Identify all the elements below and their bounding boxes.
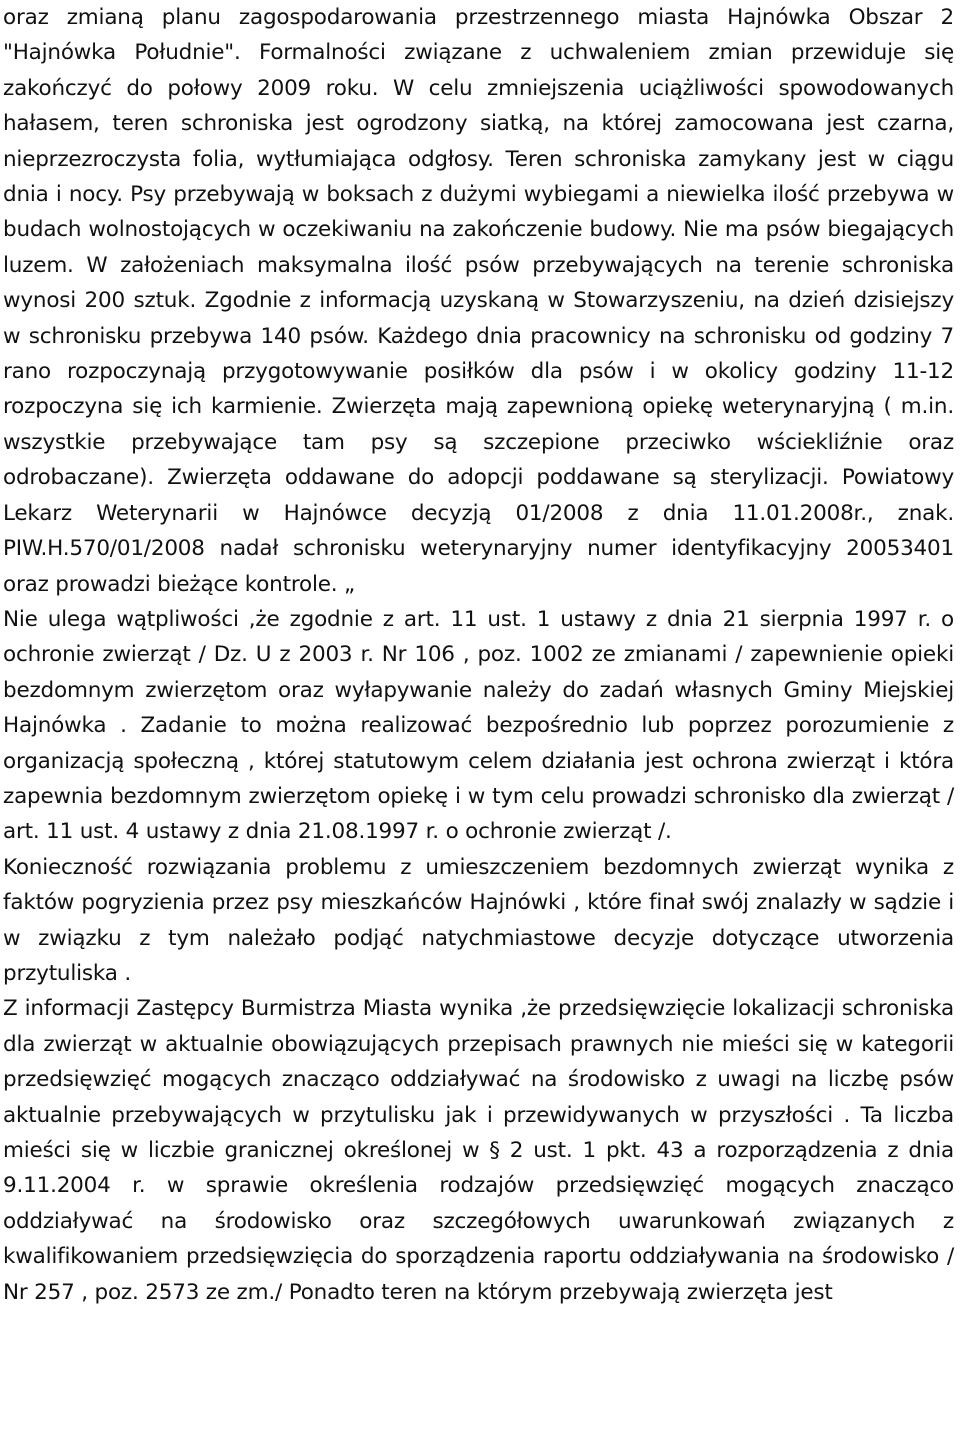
paragraph-legal-basis: Nie ulega wątpliwości ,że zgodnie z art. 11 ust. 1 ustawy z dnia 21 sierpnia 1997 r. o ochronie zwierząt / Dz. U z 2003 r. Nr 106 , poz. 1002 ze zmianami / zapewnienie opieki bezdomnym zwierzętom oraz wyłapywanie należy do zadań własnych Gminy Miejskiej Hajnówka . Zadanie to można realizować bezpośrednio lub poprzez porozumienie z organizacją społeczną , której statutowym celem działania jest ochrona zwierząt i która zapewnia bezdomnym zwierzętom opiekę i w tym celu prowadzi schronisko dla zwierząt / art. 11 ust. 4 ustawy z dnia 21.08.1997 r. o ochronie zwierząt /. <box>3 606 954 845</box>
paragraph-shelter-description: oraz zmianą planu zagospodarowania przestrzennego miasta Hajnówka Obszar 2 "Hajnówka Południe". Formalności związane z uchwaleniem zmian przewiduje się zakończyć do połowy 2009 roku. W celu zmniejszenia uciążliwości spowodowanych hałasem, teren schroniska jest ogrodzony siatką, na której zamocowana jest czarna, nieprzezroczysta folia, wytłumiająca odgłosy. Teren schroniska zamykany jest w ciągu dnia i nocy. Psy przebywają w boksach z dużymi wybiegami a niewielka ilość przebywa w budach wolnostojących w oczekiwaniu na zakończenie budowy. Nie ma psów biegających luzem. W założeniach maksymalna ilość psów przebywających na terenie schroniska wynosi 200 sztuk. Zgodnie z informacją uzyskaną w Stowarzyszeniu, na dzień dzisiejszy w schronisku przebywa 140 psów. Każdego dnia pracownicy na schronisku od godziny 7 rano rozpoczynają przygotowywanie posiłków dla psów i w okolicy godziny 11-12 rozpoczyna się ich karmienie. Zwierzęta mają zapewnioną opiekę weterynaryjną ( m.in. wszystkie przebywające tam psy są szczepione przeciwko wściekliźnie oraz odrobaczane). Zwierzęta oddawane do adopcji poddawane są sterylizacji. Powiatowy Lekarz Weterynarii w Hajnówce decyzją 01/2008 z dnia 11.01.2008r., znak. PIW.H.570/01/2008 nadał schronisku weterynaryjny numer identyfikacyjny 20053401 oraz prowadzi bieżące kontrole. „ <box>3 5 954 597</box>
document-page <box>3 0 954 1310</box>
paragraph-deputy-mayor-information: Z informacji Zastępcy Burmistrza Miasta wynika ,że przedsięwzięcie lokalizacji schroniska dla zwierząt w aktualnie obowiązujących przepisach prawnych nie mieści się w kategorii przedsięwzięć mogących znacząco oddziaływać na środowisko z uwagi na liczbę psów aktualnie przebywających w przytulisku jak i przewidywanych w przyszłości . Ta liczba mieści się w liczbie granicznej określonej w § 2 ust. 1 pkt. 43 a rozporządzenia z dnia 9.11.2004 r. w sprawie określenia rodzajów przedsięwzięć mogących znacząco oddziaływać na środowisko oraz szczegółowych uwarunkowań związanych z kwalifikowaniem przedsięwzięcia do sporządzenia raportu oddziaływania na środowisko / Nr 257 , poz. 2573 ze zm./ Ponadto teren na którym przebywają zwierzęta jest <box>3 996 954 1305</box>
paragraph-problem-necessity: Konieczność rozwiązania problemu z umieszczeniem bezdomnych zwierząt wynika z faktów pogryzienia przez psy mieszkańców Hajnówki , które finał swój znalazły w sądzie i w związku z tym należało podjąć natychmiastowe decyzje dotyczące utworzenia przytuliska . <box>3 854 954 986</box>
